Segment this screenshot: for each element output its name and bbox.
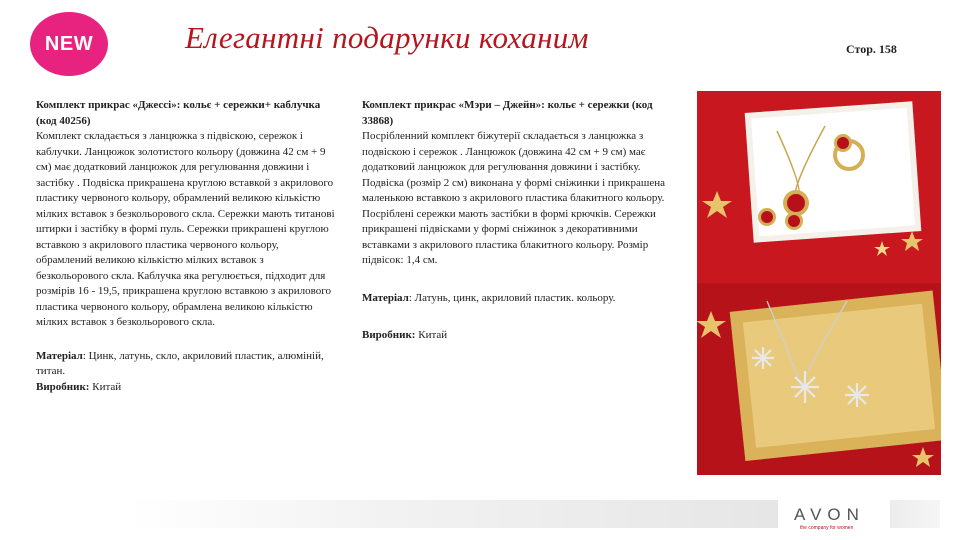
product-description-mid <box>362 98 672 344</box>
product-body-mary-jane: Посрібленний комплект біжутерії складається з ланцюжка з подвіскою і сережок . Ланцюжок (довжина 42 см + 9 см) має додатковий ланцюжок для регулювання довжини і застібку. Подвіска (розмір 2 см) виконана у формі сніжинки і прикрашена маленькою вставкою з акрилового пластика блакитного кольору. Посріблені сережки мають застібки в формі крючків. Сережки прикрашені підвісками у формі сніжинок з декоративними вставками з акрилового пластика блакитного кольору. Розмір підвісок: 1,4 см. <box>362 130 666 266</box>
maker-label: Виробник: <box>362 329 416 341</box>
product-description-left <box>36 98 336 395</box>
maker-value: Китай <box>415 329 448 341</box>
product-heading-jessie: Комплект прикрас «Джессі»: кольє + сережки+ каблучка (код 40256) <box>36 99 321 127</box>
page-number: Стор. 158 <box>846 42 897 56</box>
page-title: Елегантні подарунки коханим <box>185 20 589 55</box>
maker-label: Виробник: <box>36 380 90 393</box>
maker-line <box>36 380 336 396</box>
footer-bar <box>128 500 778 528</box>
material-line <box>36 349 336 380</box>
avon-tagline: the company for women <box>800 525 854 531</box>
new-badge: NEW <box>30 12 108 76</box>
material-value: : Цинк, латунь, скло, акриловий пластик, алюміній, титан. <box>36 349 324 377</box>
material-label: Матеріал <box>36 349 83 362</box>
material-line <box>362 291 672 307</box>
avon-logo: AVON <box>794 505 865 524</box>
product-photo <box>697 91 941 475</box>
material-label: Матеріал <box>362 291 409 304</box>
maker-line <box>362 328 672 344</box>
footer-bar-right <box>890 500 940 528</box>
maker-value: Китай <box>89 380 122 393</box>
product-heading-mary-jane: Комплект прикрас «Мэри – Джейн»: кольє + сережки (код 33868) <box>362 99 653 127</box>
product-body-jessie: Комплект складається з ланцюжка з підвіскою, сережок і каблучки. Ланцюжок золотистого кольору (довжина 42 см + 9 см) має додатковий ланцюжок для регулювання довжини і застібку . Подвіска прикрашена круглою вставкой з акрилового пластику червоного кольору, обрамлений великою кількістю мілких вставок з безкольорового скла. Сережки мають титанові штирки і застібку в формі пуль. Сережки прикрашені круглою вставкою з акрилового пластика червоного кольору, обрамлений великою кількістю мілких вставок з безкольорового скла. Каблучка яка регулюється, підходит для розмірів 16 - 19,5, прикрашена круглою вставкою з акрилового пластика червоного кольору, обрамлена великою кількістю мілких вставок з безкольорового скла. <box>36 130 335 328</box>
material-value: : Латунь, цинк, акриловий пластик. кольору. <box>408 291 616 304</box>
